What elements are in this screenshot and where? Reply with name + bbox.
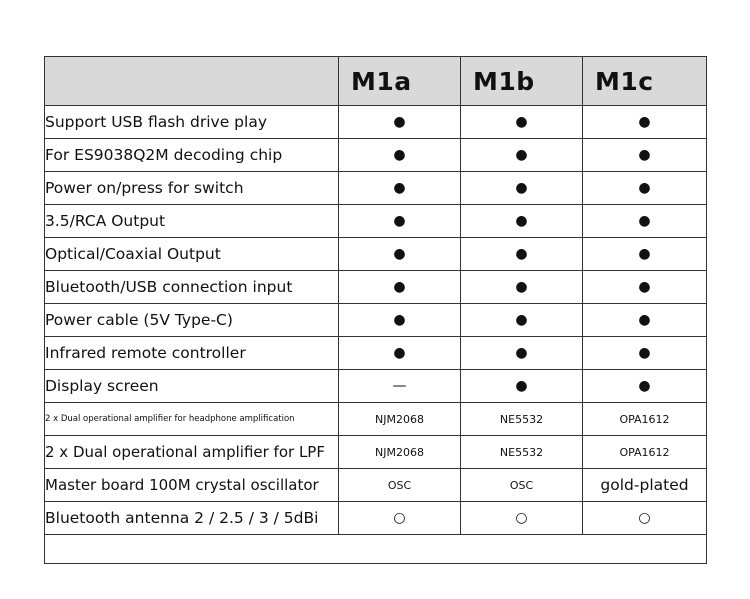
table-row <box>45 271 707 304</box>
m1c-value: ● <box>583 106 707 139</box>
m1b-value: NE5532 <box>461 436 583 469</box>
m1a-value: NJM2068 <box>339 403 461 436</box>
m1b-value: NE5532 <box>461 403 583 436</box>
m1c-value: OPA1612 <box>583 436 707 469</box>
empty-footer-row <box>45 535 707 564</box>
m1a-value: OSC <box>339 469 461 502</box>
m1c-value: ○ <box>583 502 707 535</box>
m1c-value: ● <box>583 205 707 238</box>
feature-label: 2 x Dual operational amplifier for headphone amplification <box>45 403 339 436</box>
m1b-value: ● <box>461 271 583 304</box>
feature-label: Bluetooth antenna 2 / 2.5 / 3 / 5dBi <box>45 502 339 535</box>
m1b-value: OSC <box>461 469 583 502</box>
table-row <box>45 436 707 469</box>
m1a-value: ● <box>339 238 461 271</box>
feature-label: Power on/press for switch <box>45 172 339 205</box>
table-row <box>45 337 707 370</box>
m1c-value: ● <box>583 238 707 271</box>
m1a-value: ● <box>339 139 461 172</box>
feature-label: Infrared remote controller <box>45 337 339 370</box>
feature-label: 3.5/RCA Output <box>45 205 339 238</box>
empty-footer-cell <box>45 535 707 564</box>
header-m1a: M1a <box>339 57 461 106</box>
table-row <box>45 238 707 271</box>
m1a-value: ● <box>339 106 461 139</box>
m1a-value: ● <box>339 205 461 238</box>
feature-label: Power cable (5V Type-C) <box>45 304 339 337</box>
m1a-value: ● <box>339 271 461 304</box>
m1b-value: ● <box>461 304 583 337</box>
table-row <box>45 205 707 238</box>
table-row <box>45 106 707 139</box>
m1a-value: ○ <box>339 502 461 535</box>
m1c-value: OPA1612 <box>583 403 707 436</box>
m1a-value: — <box>339 370 461 403</box>
m1a-value: ● <box>339 172 461 205</box>
table-row <box>45 139 707 172</box>
m1b-value: ● <box>461 370 583 403</box>
m1a-value: NJM2068 <box>339 436 461 469</box>
feature-label: Display screen <box>45 370 339 403</box>
m1b-value: ● <box>461 139 583 172</box>
m1b-value: ○ <box>461 502 583 535</box>
table-row <box>45 370 707 403</box>
m1c-value: ● <box>583 304 707 337</box>
table-row <box>45 172 707 205</box>
table-header-row <box>45 57 707 106</box>
m1c-value: ● <box>583 172 707 205</box>
m1b-value: ● <box>461 205 583 238</box>
m1c-value: ● <box>583 337 707 370</box>
m1a-value: ● <box>339 337 461 370</box>
m1a-value: ● <box>339 304 461 337</box>
m1c-value: ● <box>583 370 707 403</box>
feature-label: Bluetooth/USB connection input <box>45 271 339 304</box>
m1b-value: ● <box>461 172 583 205</box>
header-m1c: M1c <box>583 57 707 106</box>
feature-label: Master board 100M crystal oscillator <box>45 469 339 502</box>
header-feature-cell <box>45 57 339 106</box>
header-m1b: M1b <box>461 57 583 106</box>
table-row <box>45 502 707 535</box>
feature-label: Support USB flash drive play <box>45 106 339 139</box>
m1b-value: ● <box>461 337 583 370</box>
m1c-value: ● <box>583 271 707 304</box>
comparison-table <box>44 56 707 564</box>
feature-label: For ES9038Q2M decoding chip <box>45 139 339 172</box>
m1b-value: ● <box>461 238 583 271</box>
feature-label: 2 x Dual operational amplifier for LPF <box>45 436 339 469</box>
m1c-value: ● <box>583 139 707 172</box>
m1c-value: gold-plated <box>583 469 707 502</box>
table-row <box>45 403 707 436</box>
m1b-value: ● <box>461 106 583 139</box>
table-row <box>45 304 707 337</box>
table-row <box>45 469 707 502</box>
feature-label: Optical/Coaxial Output <box>45 238 339 271</box>
